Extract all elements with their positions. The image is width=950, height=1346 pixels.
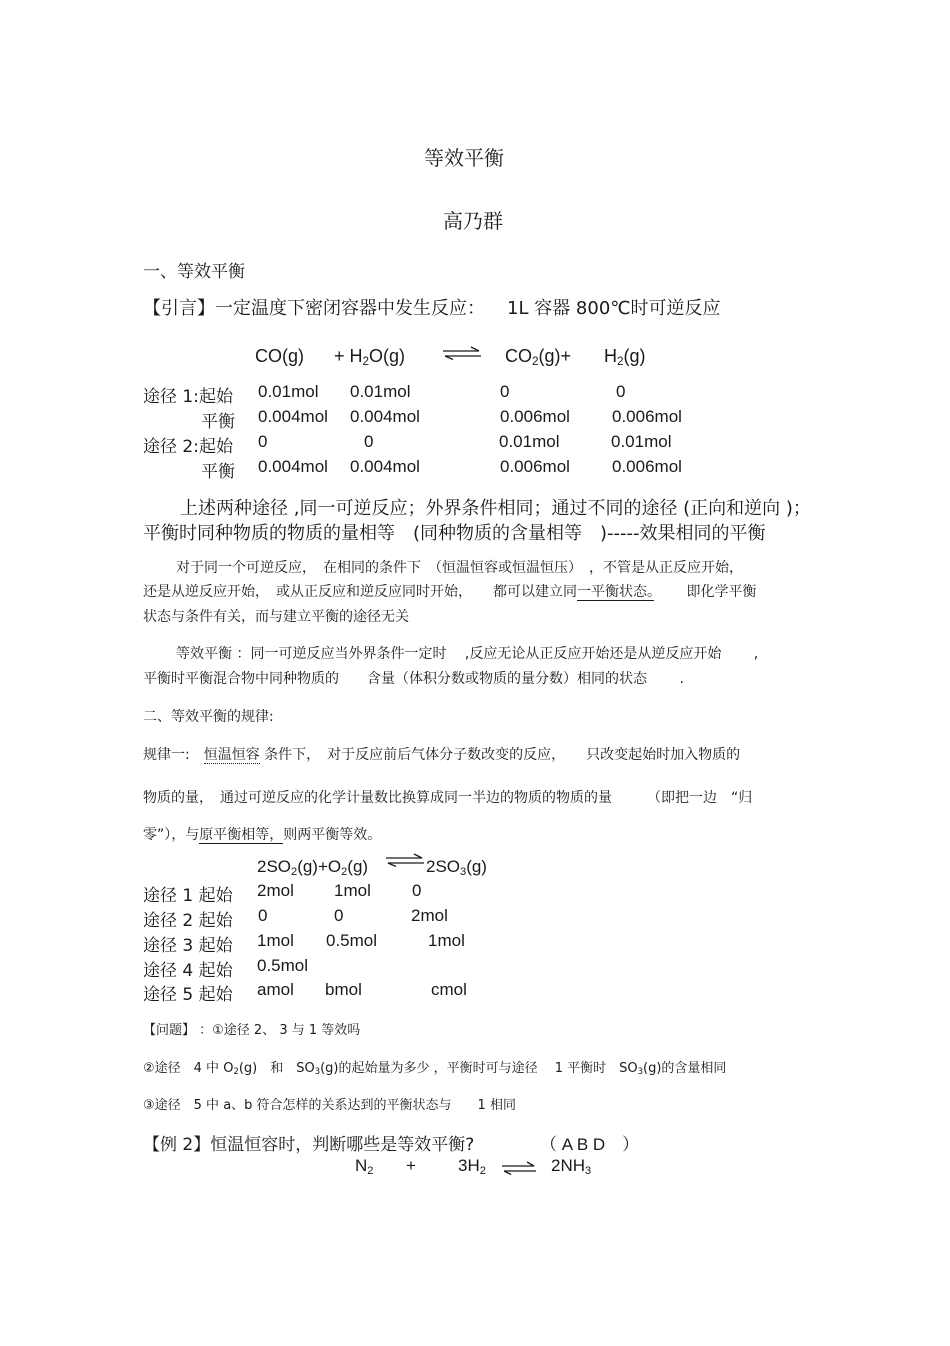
intro-label: 【引言】 <box>143 298 215 319</box>
r2-sub1: 2 <box>291 865 298 878</box>
q2-d: (g)的含量相同 <box>643 1061 727 1076</box>
table1-cell: 0.006mol <box>612 457 682 476</box>
r2-right-sub: 3 <box>460 865 467 878</box>
table2-cell: 0 <box>412 881 422 900</box>
table1-cell: 0.006mol <box>500 407 570 426</box>
co2-pre: CO <box>505 346 532 366</box>
table1-cell: 0.006mol <box>500 457 570 476</box>
table1-row-label: 途径 1:起始 <box>143 387 233 407</box>
reaction1-h2o <box>334 346 405 368</box>
h2-sub: 2 <box>617 354 624 368</box>
reaction3-nh3 <box>551 1156 591 1177</box>
table1-row-label: 平衡 <box>201 462 235 482</box>
h2-pre: H <box>604 346 617 366</box>
r2-right-pre: 2SO <box>426 857 461 876</box>
table2-cell: 2mol <box>257 881 294 900</box>
reaction3-h2 <box>458 1156 486 1177</box>
table2-cell: amol <box>257 980 294 999</box>
h2o-sub: 2 <box>362 354 370 368</box>
equilibrium-arrow-icon <box>500 1161 538 1175</box>
h2o-post: O(g) <box>369 346 406 366</box>
rule1-emphasis: 恒温恒容 <box>203 747 260 763</box>
table1-cell: 0 <box>616 382 626 401</box>
rule1-label: 规律一: <box>143 747 204 763</box>
table2-cell: bmol <box>325 980 362 999</box>
table1-cell: 0.01mol <box>611 432 672 451</box>
reaction1-h2 <box>604 346 646 368</box>
reaction3-plus: + <box>406 1156 416 1175</box>
table1-cell: 0 <box>364 432 374 451</box>
table2-cell: 1mol <box>257 931 294 950</box>
para1-line-2c: 即化学平衡 <box>686 584 757 600</box>
example2-answer: （ A B D ） <box>540 1135 640 1154</box>
table1-cell: 0.004mol <box>258 407 328 426</box>
rule1-line-2: 物质的量， 通过可逆反应的化学计量数比换算成同一半边的物质的物质的量 （即把一边 “归 <box>143 790 753 806</box>
definition-line-2: 平衡时平衡混合物中同种物质的 含量（体积分数或物质的量分数）相同的状态 . <box>143 671 684 687</box>
question-2 <box>143 1057 726 1076</box>
reaction1-co2 <box>505 346 571 368</box>
table2-row-label: 途径 5 起始 <box>143 985 233 1005</box>
table1-row-label: 平衡 <box>201 412 235 432</box>
reaction3-n2 <box>355 1156 373 1177</box>
table1-row-label: 途径 2:起始 <box>143 437 233 457</box>
summary-line-2: 平衡时同种物质的物质的量相等 (同种物质的含量相等 )-----效果相同的平衡 <box>143 523 766 544</box>
reaction1-co: CO(g) <box>255 346 304 366</box>
q2-b: (g) 和 SO <box>238 1061 315 1076</box>
equilibrium-arrow-icon <box>441 346 483 360</box>
table2-row-label: 途径 1 起始 <box>143 886 233 906</box>
table2-cell: 0.5mol <box>257 956 309 975</box>
table2-cell: 2mol <box>411 906 448 925</box>
reaction2-right <box>426 857 487 878</box>
table2-row-label: 途径 3 起始 <box>143 936 233 956</box>
table1-cell: 0.004mol <box>350 407 420 426</box>
q2-c: (g)的起始量为多少 ，平衡时可与途径 1 平衡时 SO <box>320 1061 638 1076</box>
h2-sub: 2 <box>479 1164 486 1177</box>
q2-s2: 3 <box>314 1066 321 1077</box>
reaction2-left <box>257 857 368 878</box>
co2-sub: 2 <box>532 354 539 368</box>
intro-text: 一定温度下密闭容器中发生反应： <box>215 298 485 319</box>
author: 高乃群 <box>443 209 503 233</box>
rule1-line-3 <box>143 824 381 844</box>
intro-condition: 1L 容器 800℃时可逆反应 <box>507 298 721 319</box>
table1-cell: 0.004mol <box>258 457 328 476</box>
section2-heading: 二、等效平衡的规律: <box>143 709 274 725</box>
table2-cell: 0.5mol <box>326 931 378 950</box>
definition-line-1: 等效平衡 ：同一可逆反应当外界条件一定时 ,反应无论从正反应开始还是从逆反应开始 , <box>176 646 759 662</box>
h2o-pre: + H <box>334 346 363 366</box>
table1-cell: 0 <box>500 382 510 401</box>
table2-row-label: 途径 2 起始 <box>143 911 233 931</box>
para1-line-3: 状态与条件有关，而与建立平衡的途径无关 <box>143 609 409 625</box>
nh3: 2NH <box>551 1156 586 1175</box>
table1-cell: 0.01mol <box>499 432 560 451</box>
rule1-line-3c: 则两平衡等效。 <box>283 827 382 843</box>
question-3: ③途径 5 中 a、b 符合怎样的关系达到的平衡状态与 1 相同 <box>143 1098 516 1113</box>
summary-line-1: 上述两种途径 ,同一可逆反应；外界条件相同；通过不同的途径 (正向和逆向 )； <box>180 498 811 519</box>
table2-row-label: 途径 4 起始 <box>143 961 233 981</box>
example2-label: 【例 2】恒温恒容时，判断哪些是等效平衡? <box>143 1135 475 1155</box>
intro-line <box>143 294 485 320</box>
rule1-text: 条件下， 对于反应前后气体分子数改变的反应， 只改变起始时加入物质的 <box>259 747 741 763</box>
r2-end: (g) <box>347 857 369 876</box>
para1-line-2 <box>143 581 756 601</box>
table1-cell: 0.006mol <box>612 407 682 426</box>
table2-cell: 0 <box>258 906 268 925</box>
equilibrium-arrow-icon <box>384 853 426 867</box>
para1-underlined: 一平衡状态。 <box>577 584 654 600</box>
table1-cell: 0.01mol <box>258 382 319 401</box>
section1-heading: 一、等效平衡 <box>143 262 245 282</box>
table1-cell: 0 <box>258 432 268 451</box>
n2-sub: 2 <box>367 1164 374 1177</box>
q2-s1: 2 <box>233 1066 239 1077</box>
q2-a: ②途径 4 中 O <box>143 1061 234 1076</box>
para1-gap <box>654 584 686 600</box>
r2-left: 2SO <box>257 857 292 876</box>
table1-cell: 0.01mol <box>350 382 411 401</box>
rule1-line-3a: 零”），与 <box>143 827 200 843</box>
table2-cell: cmol <box>431 980 467 999</box>
question-1: 【问题】 ：①途径 2、 3 与 1 等效吗 <box>143 1023 361 1038</box>
r2-right-post: (g) <box>466 857 487 876</box>
n2: N <box>355 1156 368 1175</box>
para1-line-1: 对于同一个可逆反应， 在相同的条件下 （恒温恒容或恒温恒压） ，不管是从正反应开始， <box>176 560 743 576</box>
h2: 3H <box>458 1156 480 1175</box>
co2-post: (g)+ <box>538 346 572 366</box>
h2-post: (g) <box>623 346 646 366</box>
rule1-line-1 <box>143 744 740 764</box>
nh3-sub: 3 <box>585 1164 592 1177</box>
table1-cell: 0.004mol <box>350 457 420 476</box>
r2-mid: (g)+O <box>297 857 342 876</box>
q2-s3: 3 <box>637 1066 644 1077</box>
table2-cell: 0 <box>334 906 344 925</box>
table2-cell: 1mol <box>428 931 465 950</box>
table2-cell: 1mol <box>334 881 371 900</box>
page-title: 等效平衡 <box>424 146 504 170</box>
r2-sub2: 2 <box>341 865 348 878</box>
para1-line-2a: 还是从逆反应开始， 或从正反应和逆反应同时开始， 都可以建立同 <box>143 584 577 600</box>
rule1-underlined: 原平衡相等， <box>199 827 284 843</box>
